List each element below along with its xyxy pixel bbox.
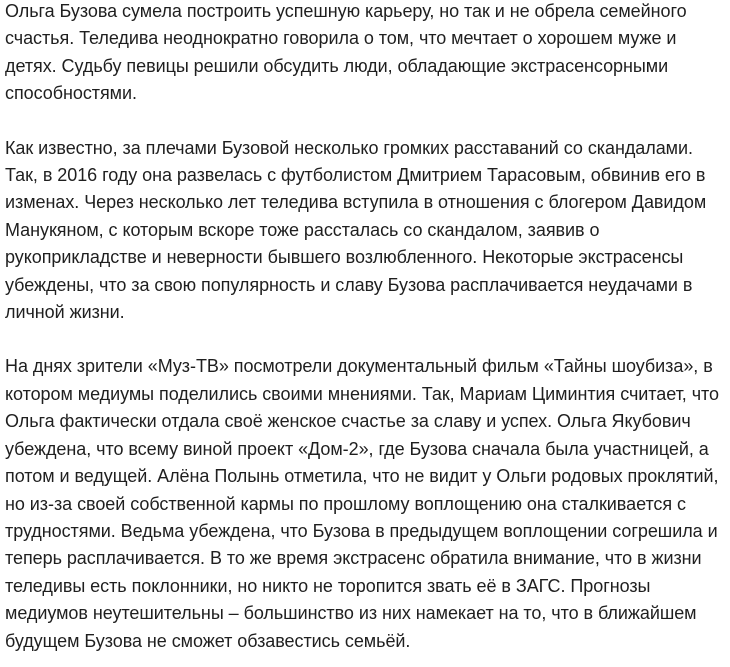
article-paragraph-1: Ольга Бузова сумела построить успешную карьеру, но так и не обрела семейного счастья. Теледива неоднократно говорила о том, что мечтает о хорошем муже и детях. Судьбу певицы решили обсудить люди, обладающие экстрасенсорными способностями. bbox=[5, 1, 687, 104]
article-paragraph-2: Как известно, за плечами Бузовой несколько громких расставаний со скандалами. Так, в 2016 году она развелась с футболистом Дмитрием Тарасовым, обвинив его в изменах. Через несколько лет теледива вступила в отношения с блогером Давидом Манукяном, с которым вскоре тоже рассталась со скандалом, заявив о рукоприкладстве и неверности бывшего возлюбленного. Некоторые экстрасенсы убеждены, что за свою популярность и славу Бузова расплачивается неудачами в личной жизни. bbox=[5, 137, 707, 323]
article-paragraph-3: На днях зрители «Муз-ТВ» посмотрели документальный фильм «Тайны шоубиза», в котором медиумы поделились своими мнениями. Так, Мариам Циминтия считает, что Ольга фактически отдала своё женское счастье за славу и успех. Ольга Якубович убеждена, что всему виной проект «Дом-2», где Бузова сначала была участницей, а потом и ведущей. Алёна Полынь отметила, что не видит у Ольги родовых проклятий, но из-за своей собственной кармы по прошлому воплощению она сталкивается с трудностями. Ведьма убеждена, что Бузова в предыдущем воплощении согрешила и теперь расплачивается. В то же время экстрасенс обратила внимание, что в жизни теледивы есть поклонники, но никто не торопится звать её в ЗАГС. Прогнозы медиумов неутешительны – большинство из них намекает на то, что в ближайшем будущем Бузова не сможет обзавестись семьёй. bbox=[5, 356, 719, 651]
